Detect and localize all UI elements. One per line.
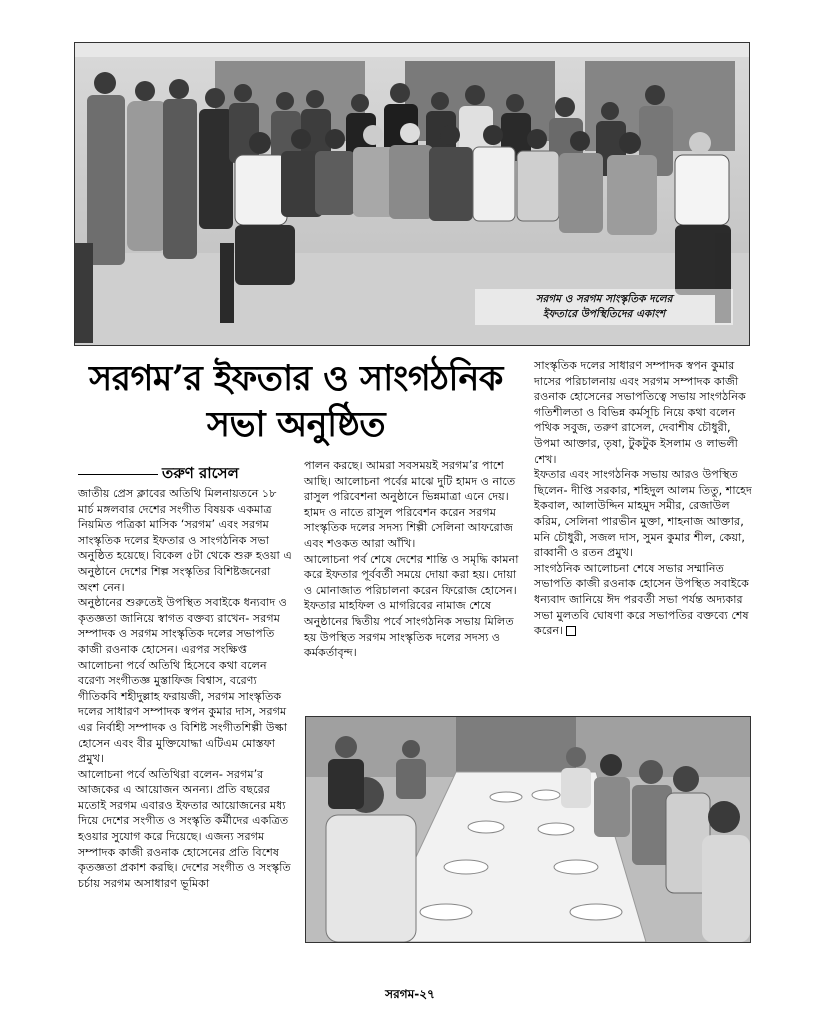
- paragraph: সাংস্কৃতিক দলের সাধারণ সম্পাদক স্বপন কুমার দাসের পরিচালনায় এবং সরগম সম্পাদক কাজী রওনাক হোসেনের সভাপতিত্বে সভায় সাংগঠনিক গতিশীলতা ও বিভিন্ন কর্মসূচি নিয়ে কথা বলেন পথিক সবুজ, তরুণ রাসেল, দেবাশীষ চৌধুরী, উপমা আক্তার, তৃষা, টুকটুক ইসলাম ও লাভলী শেখ।: [534, 359, 746, 466]
- paragraph: পালন করছে। আমরা সবসময়ই সরগম’র পাশে আছি। আলোচনা পর্বের মাঝে দুটি হামদ ও নাতে রাসুল পরিবেশনা অনুষ্ঠানে ভিন্নমাত্রা এনে দেয়। হামদ ও নাতে রাসুল পরিবেশন করেন সরগম সাংস্কৃতিক দলের সদস্য শিল্পী সেলিনা আফরোজ এবং শওকত আরা আঁখি।: [304, 459, 516, 550]
- photo-caption: [475, 289, 733, 325]
- headline-line2: সভা অনুষ্ঠিত: [206, 404, 386, 445]
- photo-caption-line1: সরগম ও সরগম সাংস্কৃতিক দলের: [535, 293, 673, 305]
- group-photo: [74, 42, 750, 346]
- iftar-table-photo-image: [306, 717, 750, 942]
- article-column-1: [78, 486, 292, 891]
- paragraph: আলোচনা পর্ব শেষে দেশের শান্তি ও সমৃদ্ধি কামনা করে ইফতার পূর্ববর্তী সময়ে দোয়া করা হয়। দোয়া ও মোনাজাত পরিচালনা করেন ফিরোজ হোসেন।: [304, 552, 519, 597]
- article-headline: [72, 356, 520, 448]
- paragraph: ইফতার মাহফিল ও মাগরিবের নামাজ শেষে অনুষ্ঠানের দ্বিতীয় পর্বে সাংগঠনিক সভায় মিলিত হয় উপস্থিত সরগম সাংস্কৃতিক দলের সদস্য ও কর্মকর্তাবৃন্দ।: [304, 599, 514, 660]
- article-column-2: [304, 458, 522, 661]
- paragraph: [534, 561, 752, 639]
- photo-caption-line2: ইফতারে উপস্থিতিদের একাংশ: [542, 308, 666, 320]
- paragraph: ইফতার এবং সাংগঠনিক সভায় আরও উপস্থিত ছিলেন- দীপ্তি সরকার, শহিদুল আলম তিতু, শাহেদ ইকবাল, আলাউদ্দিন মাহমুদ সমীর, রেজাউল করিম, সেলিনা পারভীন মুক্তা, শাহনাজ আক্তার, মনি চৌধুরী, সজল দাস, সুমন কুমার শীল, কেয়া, রাব্বানী ও রতন প্রমুখ।: [534, 468, 752, 560]
- byline: তরুণ রাসেল: [162, 464, 239, 482]
- end-of-article-icon: [566, 626, 576, 636]
- paragraph: অনুষ্ঠানের শুরুতেই উপস্থিত সবাইকে ধন্যবাদ ও কৃতজ্ঞতা জানিয়ে স্বাগত বক্তব্য রাখেন- সরগম সম্পাদক ও সরগম সাংস্কৃতিক দলের সভাপতি কাজী রওনাক হোসেন। এরপর সংক্ষিপ্ত আলোচনা পর্বে অতিথি হিসেবে কথা বলেন বরেণ্য সংগীতজ্ঞ মুস্তাফিজ বিশ্বাস, বরেণ্য গীতিকবি শহীদুল্লাহ ফরায়জী, সরগম সাংস্কৃতিক দলের সাধারণ সম্পাদক স্বপন কুমার দাস, সরগম এর নির্বাহী সম্পাদক ও বিশিষ্ট সংগীতশিল্পী উল্কা হোসেন এবং বীর মুক্তিযোদ্ধা এটিএম মোস্তফা প্রমুখ।: [78, 596, 288, 766]
- headline-line1: সরগম’র ইফতার ও সাংগঠনিক: [89, 358, 503, 399]
- page-number: সরগম-২৭: [385, 987, 435, 1001]
- article-column-3: [534, 358, 752, 639]
- byline-rule: [78, 474, 158, 475]
- iftar-table-photo: [305, 716, 751, 943]
- paragraph: জাতীয় প্রেস ক্লাবের অতিথি মিলনায়তনে ১৮ মার্চ মঙ্গলবার দেশের সংগীত বিষয়ক একমাত্র নিয়মিত পত্রিকা মাসিক ‘সরগম’ এবং সরগম সাংস্কৃতিক দলের ইফতার ও সাংগঠনিক সভা অনুষ্ঠিত হয়েছে। বিকেল ৫টা থেকে শুরু হওয়া এ অনুষ্ঠানে দেশের শিল্প সংস্কৃতির বিশিষ্টজনেরা অংশ নেন।: [78, 487, 292, 594]
- paragraph: আলোচনা পর্বে অতিথিরা বলেন- সরগম’র আজকের এ আয়োজন অনন্য। প্রতি বছরের মতোই সরগম এবারও ইফতার আয়োজনের মধ্য দিয়ে দেশের সংগীত ও সংস্কৃতি কর্মীদের একত্রিত হওয়ার সুযোগ করে দিয়েছে। এজন্য সরগম সম্পাদক কাজী রওনাক হোসেনের প্রতি বিশেষ কৃতজ্ঞতা প্রকাশ করছি। দেশের সংগীত ও সংস্কৃতি চর্চায় সরগম অসাধারণ ভূমিকা: [78, 767, 291, 890]
- closing-paragraph: সাংগঠনিক আলোচনা শেষে সভার সম্মানিত সভাপতি কাজী রওনাক হোসেন উপস্থিত সবাইকে ধন্যবাদ জানিয়ে ঈদ পরবর্তী সভা পর্যন্ত অদ্যকার সভা মুলতবি ঘোষণা করে সভাপতির বক্তব্যে শেষ করেন।: [534, 561, 749, 638]
